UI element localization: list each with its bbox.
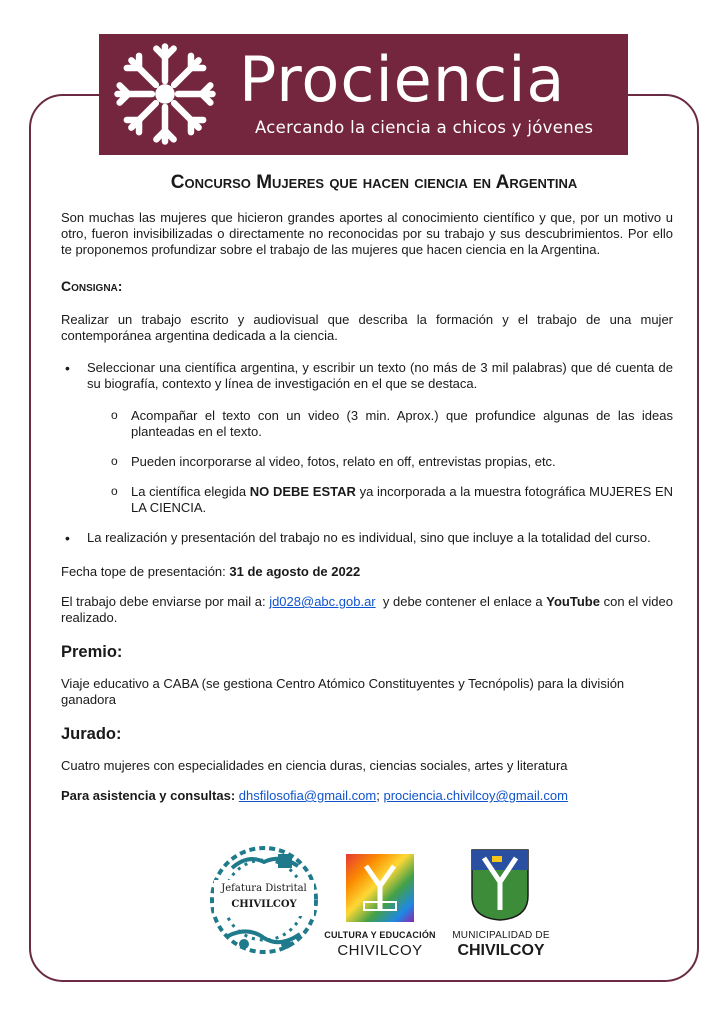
list-item: • La realización y presentación del trabajo no es individual, sino que incluye a la totalidad del curso. xyxy=(61,530,673,546)
sub-item xyxy=(105,484,673,516)
contact-email-link-1[interactable]: dhsfilosofia@gmail.com xyxy=(238,788,377,803)
jurado-heading: Jurado: xyxy=(61,725,122,743)
cultura-caption-2: CHIVILCOY xyxy=(337,942,423,959)
municipal-shield-icon xyxy=(470,848,530,922)
emphasis-text: NO DEBE ESTAR xyxy=(249,484,356,499)
sub-text: ya incorporada a la muestra fotográfica MUJERES EN LA CIENCIA. xyxy=(131,484,674,515)
contact-line xyxy=(61,788,673,804)
premio-heading: Premio: xyxy=(61,643,123,661)
jefatura-caption-1: Jefatura Distrital xyxy=(221,883,307,894)
list-item xyxy=(61,360,673,516)
submission-email-link[interactable]: jd028@abc.gob.ar xyxy=(269,594,376,609)
deadline-date: 31 de agosto de 2022 xyxy=(229,564,361,579)
submission-line xyxy=(61,594,673,626)
youtube-text: YouTube xyxy=(546,594,600,609)
sub-text: La científica elegida xyxy=(131,484,250,499)
sponsor-logos xyxy=(0,840,724,970)
contact-separator: ; xyxy=(376,788,384,803)
brand-name: Prociencia xyxy=(239,43,566,116)
page-title: Concurso Mujeres que hacen ciencia en Argentina xyxy=(170,172,578,193)
jefatura-distrital-logo xyxy=(208,840,320,960)
submission-pre: El trabajo debe enviarse por mail a: xyxy=(61,594,270,609)
jurado-text: Cuatro mujeres con especialidades en ciencia duras, ciencias sociales, artes y literatura xyxy=(61,758,568,773)
submission-post: con el video realizado. xyxy=(61,594,673,625)
bullet-text: Seleccionar una científica argentina, y escribir un texto (no más de 3 mil palabras) que dé cuenta de su biografía, contexto y línea de investigación en el que se destaca. xyxy=(87,360,673,391)
brand-tagline: Acercando la ciencia a chicos y jóvenes xyxy=(255,118,594,137)
sub-item: o Acompañar el texto con un video (3 min. Aprox.) que profundice algunas de las ideas planteadas en el texto. xyxy=(105,408,673,440)
rainbow-shield-icon xyxy=(344,852,416,924)
intro-paragraph: Son muchas las mujeres que hicieron grandes aportes al conocimiento científico y que, por un motivo u otro, fueron invisibilizadas o directamente no reconocidas por su trabajo y sus descubrimientos. Por ello te proponemos profundizar sobre el trabajo de las mujeres que hacen ciencia en la Argentina. xyxy=(61,210,673,257)
consigna-text: Realizar un trabajo escrito y audiovisual que describa la formación y el trabajo de una mujer contemporánea argentina dedicada a la ciencia. xyxy=(61,312,673,343)
prociencia-star-icon xyxy=(111,40,219,148)
muni-caption-1: MUNICIPALIDAD DE xyxy=(452,930,550,941)
sub-list xyxy=(105,408,673,516)
consigna-heading: Consigna: xyxy=(61,278,123,294)
jefatura-caption-2: CHIVILCOY xyxy=(231,899,297,910)
sub-item: o Pueden incorporarse al video, fotos, relato en off, entrevistas propias, etc. xyxy=(105,454,673,470)
consigna-list xyxy=(61,360,673,546)
deadline-label: Fecha tope de presentación: xyxy=(61,564,230,579)
muni-caption-2: CHIVILCOY xyxy=(457,942,545,959)
cultura-educacion-logo xyxy=(322,850,438,970)
document-body xyxy=(61,170,673,804)
contact-label: Para asistencia y consultas: xyxy=(61,788,239,803)
contact-email-link-2[interactable]: prociencia.chivilcoy@gmail.com xyxy=(383,788,568,803)
submission-mid: y debe contener el enlace a xyxy=(375,594,547,609)
municipalidad-logo xyxy=(450,848,552,970)
prociencia-banner xyxy=(99,34,628,155)
premio-text: Viaje educativo a CABA (se gestiona Centro Atómico Constituyentes y Tecnópolis) para la división ganadora xyxy=(61,676,625,707)
cultura-caption-1: CULTURA Y EDUCACIÓN xyxy=(324,930,436,940)
deadline-line xyxy=(61,564,673,580)
